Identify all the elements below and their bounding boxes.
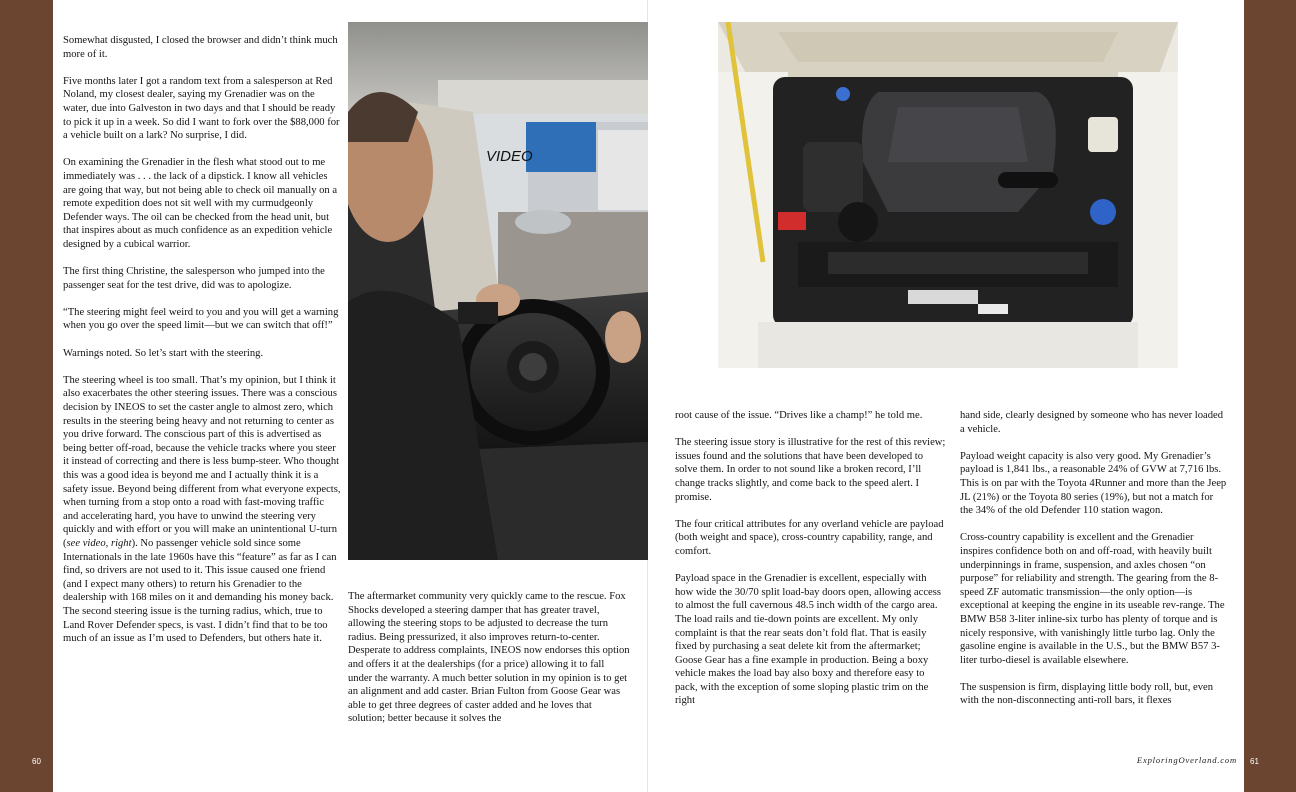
site-url: ExploringOverland.com: [1136, 755, 1237, 765]
paragraph: Payload space in the Grenadier is excellent, especially with how wide the 30/70 split load-bay doors open, allowing access to almost the full cavernous 48.5 inch width of the cargo area. The load rails and tie-down points are excellent. My only complaint is that the rear seats don’t fold flat. That is easily fixed by purchasing a seat delete kit from the aftermarket; Goose Gear has a fine example in production. Being a boxy vehicle makes the load bay also boxy and therefore easy to pack, with the exception of some sloping plastic trim on the right: [675, 573, 941, 707]
left-column-1: [63, 34, 341, 646]
paragraph: Payload weight capacity is also very good. My Grenadier’s payload is 1,841 lbs., a reasonable 24% of GVW at 7,716 lbs. This is on par with the Toyota 4Runner and more than the Jeep JL (21%) or the Toyota 80 series (19%), but not a match for the 34% of the old Defender 110 station wagon.: [960, 450, 1227, 517]
paragraph: The four critical attributes for any overland vehicle are payload (both weight and space), cross-country capability, range, and comfort.: [675, 518, 944, 557]
video-label: VIDEO: [486, 148, 533, 165]
paragraph: On examining the Grenadier in the flesh what stood out to me immediately was . . . the lack of a dipstick. I know all vehicles are going that way, but not being able to check oil manually on a remote expedition does not sit well with my curmudgeonly Defender ways. The oil can be checked from the head unit, but that inspires about as much confidence as an expedition vehicle designed by a cubical warrior.: [63, 157, 338, 250]
paragraph: hand side, clearly designed by someone who has never loaded a vehicle.: [960, 410, 1223, 435]
right-column-1: [675, 409, 947, 708]
paragraph: Warnings noted. So let’s start with the steering.: [63, 347, 264, 359]
paragraph: The first thing Christine, the salesperson who jumped into the passenger seat for the test drive, did was to apologize.: [63, 266, 325, 291]
paragraph: The aftermarket community very quickly came to the rescue. Fox Shocks developed a steering damper that has greater travel, allowing the steering stops to be adjusted to decrease the turn radius. Being pressurized, it also improves return-to-center. Desperate to address complaints, INEOS now endorses this option and offers it at the dealerships (for a price) allowing it to fall under the warranty. A much better solution in my opinion is to get an alignment and add caster. Brian Fulton from Goose Gear was able to get three degrees of caster added and he loves that solution; better because it solves the: [348, 591, 630, 725]
paragraph: The suspension is firm, displaying little body roll, but, even with the non-disconnecting anti-roll bars, it flexes: [960, 681, 1214, 707]
right-column-2: [960, 409, 1228, 708]
paragraph: The steering issue story is illustrative for the rest of this review; issues found and the solutions that have been developed to solve them. In order to not sound like a broken record, I’ll change tracks slightly, and come back to the speed alert. I promise.: [675, 437, 946, 503]
video-still-driver[interactable]: [348, 22, 648, 560]
video-reference: see video, right: [66, 537, 132, 549]
paragraph: Somewhat disgusted, I closed the browser and didn’t think much more of it.: [63, 35, 338, 60]
page-number-right: 61: [1250, 757, 1259, 766]
paragraph-steering: The steering wheel is too small. That’s my opinion, but I think it also exacerbates the other steering issues. There was a conscious decision by INEOS to set the caster angle to almost zero, which results in the steering being heavy and not returning to center as you drive forward. The conscious part of this is advertised as being better off-road, because the vehicle tracks where you steer it instead of correcting and there is less bump-steer. Who thought this was a good idea is beyond me and I actually think it is a safety issue. Beyond being different from what everyone expects, when turning from a stop onto a road with fast-moving traffic and accelerating hard, you have to unwind the steering very quickly and with effort or you will make an unintentional U-turn (see video, right). No passenger vehicle sold since some Internationals in the late 1960s have this “feature” as far as I can find, so drivers are not used to it. This issue caused one friend (and I expect many others) to return his Grenadier to the dealership with 168 miles on it and demanding his money back. The second steering issue is the turning radius, which, true to Land Rover Defender specs, is vast. I didn’t find that to be too much of an issue as I’m used to Defenders, but others hate it.: [63, 374, 341, 645]
paragraph: Cross-country capability is excellent and the Grenadier inspires confidence both on and off-road, with heavily built underpinnings in frame, suspension, and axles chosen “on purpose” for reliability and strength. The gearing from the 8-speed ZF automatic transmission—the only option—is exceptional at keeping the engine in its useable rev-range. The BMW B58 3-liter inline-six turbo has plenty of torque and is nicely responsive, with vanishingly little turbo lag. Only the gasoline engine is available in the U.S., but the BMW B57 3-liter turbo-diesel is available elsewhere.: [960, 532, 1225, 666]
paragraph: root cause of the issue. “Drives like a champ!” he told me.: [675, 410, 923, 421]
left-column-2: [348, 590, 630, 726]
engine-bay-photo: [718, 22, 1178, 368]
paragraph: “The steering might feel weird to you and you will get a warning when you go over the speed limit—but we can switch that off!”: [63, 306, 339, 332]
paragraph: Five months later I got a random text from a salesperson at Red Noland, my closest dealer, saying my Grenadier was on the water, due into Galveston in two days and that I should be ready to pick it up in a week. So did I want to fork over the $88,000 for a vehicle built on a lark? No surprise, I did.: [63, 75, 340, 142]
page-number-left: 60: [32, 757, 41, 766]
